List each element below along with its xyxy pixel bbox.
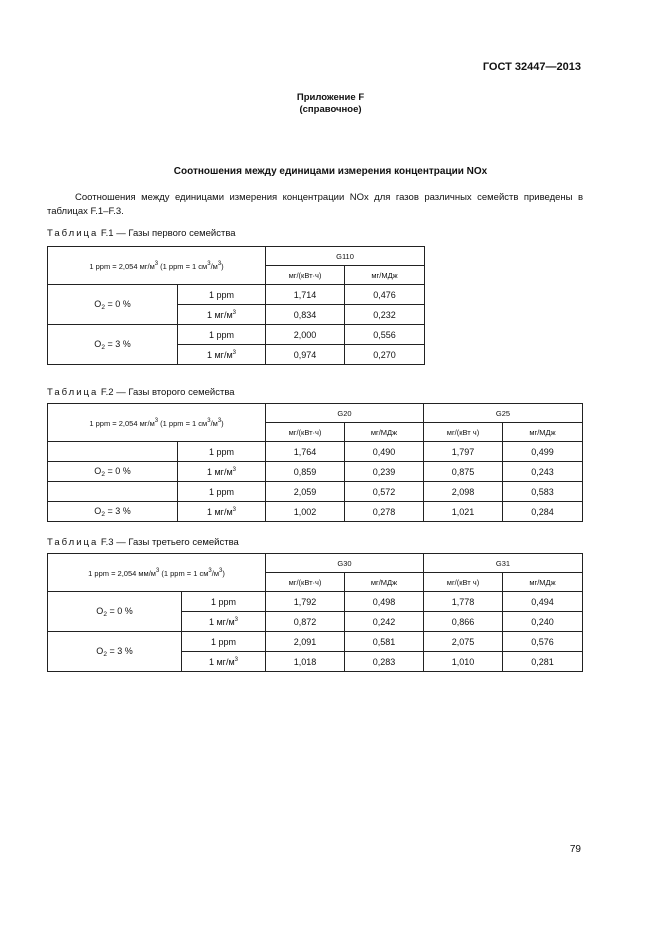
standard-code: ГОСТ 32447—2013 bbox=[482, 61, 581, 73]
table-caption-text: F.2 — Газы второго семейства bbox=[100, 387, 235, 398]
table-cell: 0,834 bbox=[266, 305, 345, 325]
conversion-header: 1 ppm = 2,054 $мг/м^3$ (1 ppm = 1 $см^3/м^3$) bbox=[48, 404, 266, 442]
annex-type: (справочное) bbox=[299, 104, 362, 115]
table-cell: 0,243 bbox=[503, 462, 583, 482]
table-f3-caption bbox=[47, 537, 239, 548]
annex-heading bbox=[0, 92, 661, 116]
table-cell: 2,059 bbox=[266, 482, 345, 502]
unit-header-kwh: мг/(кВт ч) bbox=[424, 573, 503, 592]
table-f1-caption bbox=[47, 228, 236, 239]
unit-header-mj: мг/МДж bbox=[503, 573, 583, 592]
unit-header-kwh: мг/(кВт·ч) bbox=[266, 573, 345, 592]
o2-zero-cell: $O_2 = 0$ % bbox=[48, 462, 178, 482]
table-cell: 0,283 bbox=[345, 652, 424, 672]
empty-cell bbox=[48, 442, 178, 462]
table-cell: 0,974 bbox=[266, 345, 345, 365]
unit-header-mj: мг/МДж bbox=[503, 423, 583, 442]
table-cell: 0,872 bbox=[266, 612, 345, 632]
unit-mgm3: 1 $мг/м^3$ bbox=[182, 652, 266, 672]
table-cell: 2,091 bbox=[266, 632, 345, 652]
unit-ppm: 1 ppm bbox=[178, 482, 266, 502]
table-cell: 1,797 bbox=[424, 442, 503, 462]
table-f1 bbox=[47, 246, 425, 365]
table-cell: 0,270 bbox=[345, 345, 425, 365]
unit-ppm: 1 ppm bbox=[182, 632, 266, 652]
table-caption-text: F.3 — Газы третьего семейства bbox=[100, 537, 239, 548]
unit-ppm: 1 ppm bbox=[178, 285, 266, 305]
table-cell: 0,572 bbox=[345, 482, 424, 502]
table-cell: 2,000 bbox=[266, 325, 345, 345]
conv-text: 1 ppm = 2,054 мг/м bbox=[89, 261, 155, 271]
table-cell: 1,792 bbox=[266, 592, 345, 612]
table-cell: 0,583 bbox=[503, 482, 583, 502]
section-title: Соотношения между единицами измерения концентрации NOx bbox=[173, 166, 488, 177]
intro-paragraph: Соотношения между единицами измерения концентрации NOx для газов различных семейств приведены в таблицах F.1–F.3. bbox=[47, 192, 583, 217]
annex-title: Приложение F bbox=[296, 92, 365, 103]
conversion-header: 1 ppm = 2,054 $мм/м^3$ (1 ppm = 1 $см^3/м^3$) bbox=[48, 554, 266, 592]
table-caption-text: F.1 — Газы первого семейства bbox=[100, 228, 236, 239]
table-cell: 1,021 bbox=[424, 502, 503, 522]
table-cell: 1,018 bbox=[266, 652, 345, 672]
unit-header-kwh: мг/(кВт ч) bbox=[424, 423, 503, 442]
table-cell: 1,778 bbox=[424, 592, 503, 612]
o2-three-cell: $O_2 = 3$ % bbox=[48, 502, 178, 522]
gas-header: G110 bbox=[266, 247, 425, 266]
table-cell: 0,556 bbox=[345, 325, 425, 345]
unit-header-mj: мг/МДж bbox=[345, 266, 425, 285]
table-cell: 0,866 bbox=[424, 612, 503, 632]
table-label: Таблица bbox=[47, 387, 99, 398]
table-cell: 0,284 bbox=[503, 502, 583, 522]
unit-header-mj: мг/МДж bbox=[345, 423, 424, 442]
table-cell: 0,576 bbox=[503, 632, 583, 652]
conversion-header: 1 ppm = 2,054 $мг/м^3$ (1 ppm = 1 $см^3/м^3$) bbox=[48, 247, 266, 285]
table-cell: 1,010 bbox=[424, 652, 503, 672]
page-number: 79 bbox=[569, 844, 581, 855]
unit-header-mj: мг/МДж bbox=[345, 573, 424, 592]
table-cell: 0,242 bbox=[345, 612, 424, 632]
table-cell: 1,764 bbox=[266, 442, 345, 462]
table-cell: 0,581 bbox=[345, 632, 424, 652]
gas-header-g31: G31 bbox=[424, 554, 583, 573]
unit-mgm3: 1 $мг/м^3$ bbox=[178, 345, 266, 365]
table-cell: 0,490 bbox=[345, 442, 424, 462]
unit-mgm3: 1 $мг/м^3$ bbox=[178, 462, 266, 482]
table-f2 bbox=[47, 403, 583, 522]
unit-mgm3: 1 $мг/м^3$ bbox=[182, 612, 266, 632]
table-cell: 0,476 bbox=[345, 285, 425, 305]
o2-three-cell: $O_2 = 3$ % bbox=[48, 632, 182, 672]
empty-cell bbox=[48, 482, 178, 502]
unit-header-kwh: мг/(кВт·ч) bbox=[266, 423, 345, 442]
table-label: Таблица bbox=[47, 537, 99, 548]
table-cell: 1,714 bbox=[266, 285, 345, 305]
table-label: Таблица bbox=[47, 228, 99, 239]
table-cell: 0,232 bbox=[345, 305, 425, 325]
table-cell: 2,098 bbox=[424, 482, 503, 502]
table-f2-caption bbox=[47, 387, 235, 398]
table-cell: 0,875 bbox=[424, 462, 503, 482]
table-f3 bbox=[47, 553, 583, 672]
gas-header-g25: G25 bbox=[424, 404, 583, 423]
gas-header-g20: G20 bbox=[266, 404, 424, 423]
unit-mgm3: 1 $мг/м^3$ bbox=[178, 305, 266, 325]
unit-ppm: 1 ppm bbox=[182, 592, 266, 612]
table-cell: 0,494 bbox=[503, 592, 583, 612]
table-cell: 0,498 bbox=[345, 592, 424, 612]
table-cell: 2,075 bbox=[424, 632, 503, 652]
table-cell: 0,281 bbox=[503, 652, 583, 672]
unit-mgm3: 1 $мг/м^3$ bbox=[178, 502, 266, 522]
o2-three-cell: $O_2 = 3$ % bbox=[48, 325, 178, 365]
table-cell: 0,859 bbox=[266, 462, 345, 482]
table-cell: 0,240 bbox=[503, 612, 583, 632]
unit-header-kwh: мг/(кВт·ч) bbox=[266, 266, 345, 285]
unit-ppm: 1 ppm bbox=[178, 325, 266, 345]
table-cell: 0,278 bbox=[345, 502, 424, 522]
gas-header-g30: G30 bbox=[266, 554, 424, 573]
table-cell: 1,002 bbox=[266, 502, 345, 522]
unit-ppm: 1 ppm bbox=[178, 442, 266, 462]
table-cell: 0,499 bbox=[503, 442, 583, 462]
o2-zero-cell: $O_2 = 0$ % bbox=[48, 592, 182, 632]
o2-zero-cell: $O_2 = 0$ % bbox=[48, 285, 178, 325]
table-cell: 0,239 bbox=[345, 462, 424, 482]
